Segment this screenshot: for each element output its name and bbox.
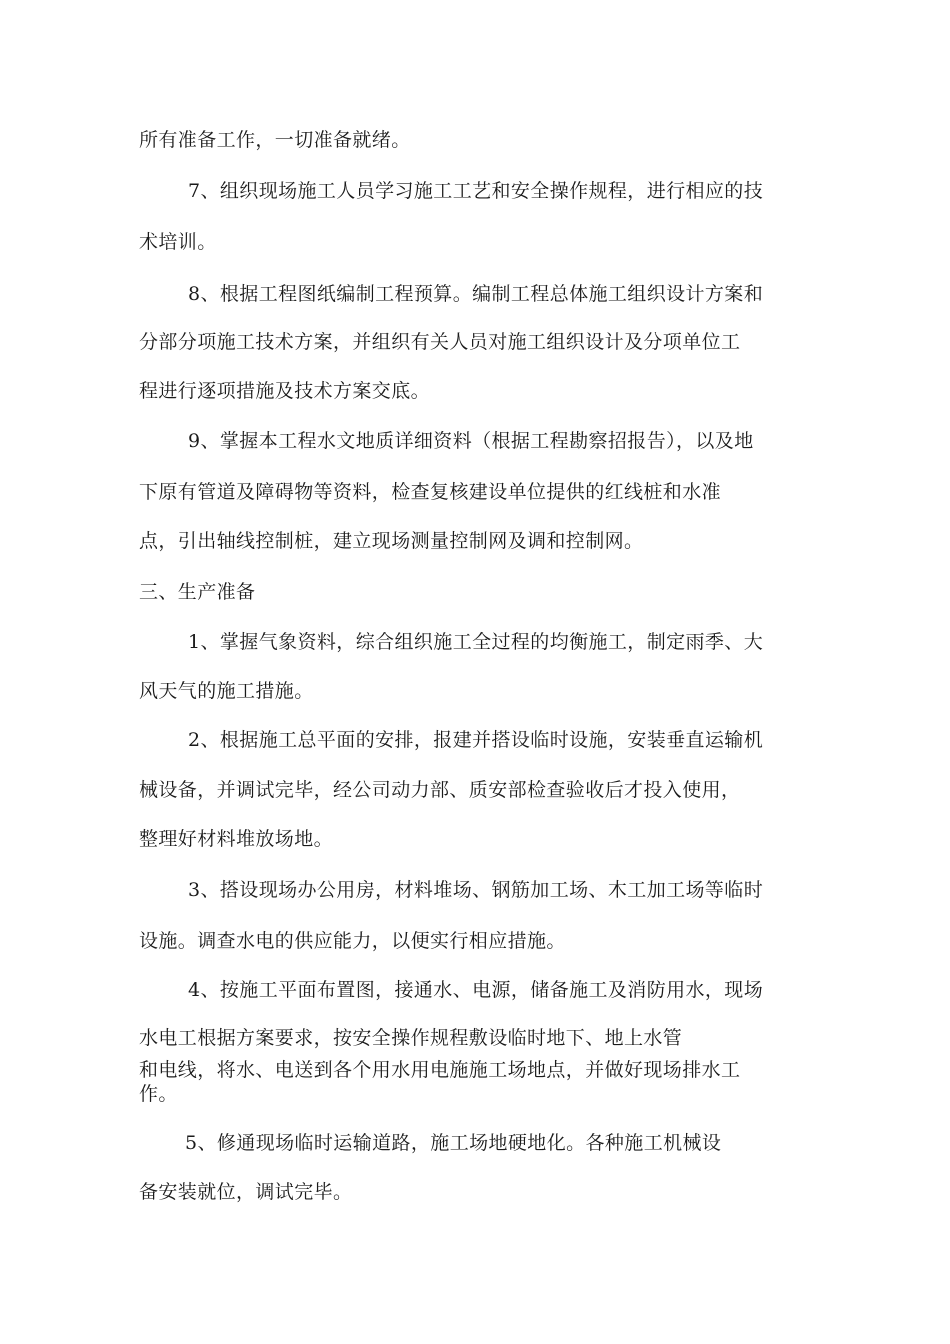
text-line: 3、搭设现场办公用房，材料堆场、钢筋加工场、木工加工场等临时 [188, 879, 764, 901]
text-line: 整理好材料堆放场地。 [139, 828, 334, 850]
text-line: 4、按施工平面布置图，接通水、电源，储备施工及消防用水，现场 [188, 979, 764, 1001]
text-line: 备安装就位，调试完毕。 [139, 1181, 353, 1203]
text-line: 和电线，将水、电送到各个用水用电施施工场地点，并做好现场排水工 [139, 1059, 741, 1081]
text-line: 下原有管道及障碍物等资料，检查复核建设单位提供的红线桩和水准 [139, 481, 722, 503]
text-line: 设施。调查水电的供应能力，以便实行相应措施。 [139, 930, 566, 952]
text-line: 水电工根据方案要求，按安全操作规程敷设临时地下、地上水管 [139, 1027, 683, 1049]
text-line: 程进行逐项措施及技术方案交底。 [139, 380, 431, 402]
text-line: 9、掌握本工程水文地质详细资料（根据工程勘察招报告），以及地 [188, 430, 754, 452]
text-line: 分部分项施工技术方案，并组织有关人员对施工组织设计及分项单位工 [139, 331, 741, 353]
text-line: 术培训。 [139, 231, 217, 253]
text-line: 7、组织现场施工人员学习施工工艺和安全操作规程，进行相应的技 [188, 180, 764, 202]
text-line: 5、修通现场临时运输道路，施工场地硬地化。各种施工机械设 [185, 1132, 722, 1154]
text-line: 所有准备工作，一切准备就绪。 [139, 129, 411, 151]
text-line: 2、根据施工总平面的安排，报建并搭设临时设施，安装垂直运输机 [188, 729, 764, 751]
section-heading: 三、生产准备 [139, 581, 256, 603]
text-line: 8、根据工程图纸编制工程预算。编制工程总体施工组织设计方案和 [188, 283, 764, 305]
text-line: 作。 [139, 1083, 178, 1105]
text-line: 点，引出轴线控制桩，建立现场测量控制网及调和控制网。 [139, 530, 644, 552]
text-line: 风天气的施工措施。 [139, 680, 314, 702]
text-line: 1、掌握气象资料，综合组织施工全过程的均衡施工，制定雨季、大 [188, 631, 764, 653]
text-line: 械设备，并调试完毕，经公司动力部、质安部检查验收后才投入使用， [139, 779, 741, 801]
